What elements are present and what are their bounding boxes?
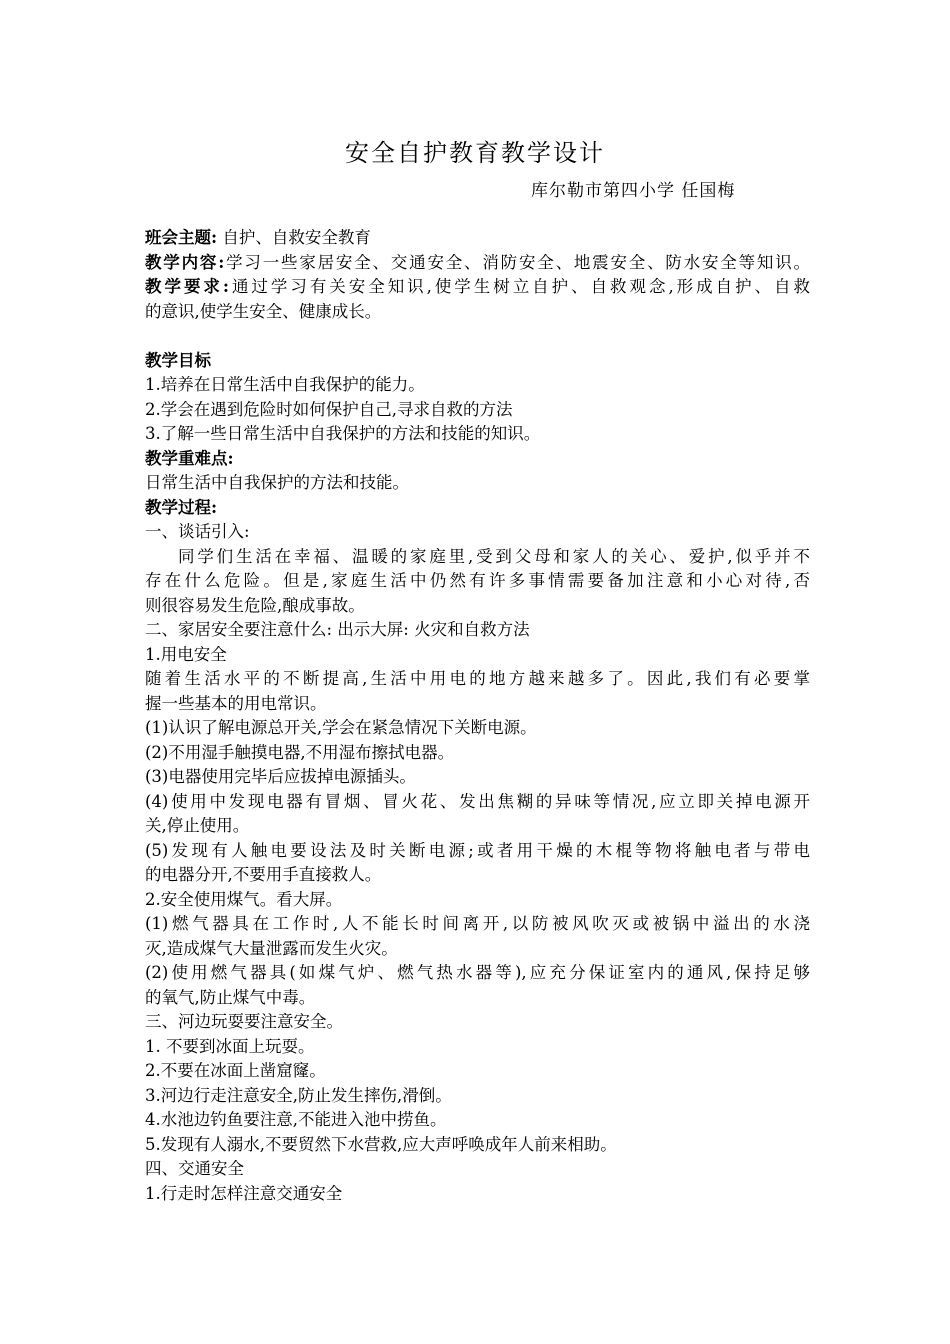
content-line (145, 251, 810, 276)
goals-heading: 教学目标 (145, 350, 211, 370)
section-1-paragraph-line-2: 存在什么危险。但是,家庭生活中仍然有许多事情需要备加注意和小心对待,否 (145, 571, 810, 590)
document-title: 安全自护教育教学设计 (345, 139, 605, 167)
requirement-label: 教学要求: (145, 277, 229, 296)
section-2-intro-line-1: 随着生活水平的不断提高,生活中用电的地方越来越多了。因此,我们有必要掌 (145, 669, 810, 688)
electric-rule-2: (2)不用湿手触摸电器,不用湿布擦拭电器。 (145, 742, 455, 762)
electric-rule-1: (1)认识了解电源总开关,学会在紧急情况下关断电源。 (145, 718, 537, 737)
river-rule-3: 3.河边行走注意安全,防止发生摔伤,滑倒。 (145, 1085, 452, 1105)
section-2-intro-line-2: 握一些基本的用电常识。 (145, 693, 327, 713)
goal-item-1: 1.培养在日常生活中自我保护的能力。 (145, 375, 425, 394)
difficulty-heading: 教学重难点: (145, 448, 234, 468)
gas-rule-1-line-1: (1)燃气器具在工作时,人不能长时间离开,以防被风吹灭或被锅中溢出的水浇 (145, 914, 810, 933)
section-4-heading: 四、交通安全 (145, 1159, 244, 1178)
electric-rule-4-line-2: 关,停止使用。 (145, 816, 250, 835)
section-2-item-1: 1.用电安全 (145, 644, 227, 664)
electric-rule-4-line-1: (4)使用中发现电器有冒烟、冒火花、发出焦糊的异味等情况,应立即关掉电源开 (145, 791, 810, 811)
difficulty-text: 日常生活中自我保护的方法和技能。 (145, 473, 409, 492)
spacer (145, 324, 810, 349)
content-label: 教学内容: (145, 252, 225, 272)
electric-rule-3: (3)电器使用完毕后应拔掉电源插头。 (145, 767, 416, 786)
author-line: 库尔勒市第四小学 任国梅 (531, 181, 736, 201)
electric-rule-5-line-2: 的电器分开,不要用手直接救人。 (145, 865, 382, 884)
goal-item-3: 3.了解一些日常生活中自我保护的方法和技能的知识。 (145, 424, 541, 443)
section-2-item-2: 2.安全使用煤气。看大屏。 (145, 889, 343, 909)
theme-label: 班会主题: (145, 228, 218, 247)
gas-rule-1-line-2: 灭,造成煤气大量泄露而发生火灾。 (145, 938, 398, 958)
content-text: 学习一些家居安全、交通安全、消防安全、地震安全、防水安全等知识。 (224, 252, 810, 272)
gas-rule-2-line-2: 的氧气,防止煤气中毒。 (145, 987, 316, 1007)
traffic-item-1: 1.行走时怎样注意交通安全 (145, 1183, 343, 1203)
process-heading: 教学过程: (145, 497, 218, 517)
requirement-text-1: 通过学习有关安全知识,使学生树立自护、自救观念,形成自护、自救 (228, 277, 810, 296)
theme-text: 自护、自救安全教育 (222, 228, 371, 247)
requirement-line-1 (145, 275, 810, 300)
section-1-heading: 一、谈话引入: (145, 522, 250, 541)
theme-line (145, 226, 810, 251)
river-rule-2: 2.不要在冰面上凿窟窿。 (145, 1061, 326, 1080)
gas-rule-2-line-1: (2)使用燃气器具(如煤气炉、燃气热水器等),应充分保证室内的通风,保持足够 (145, 963, 810, 982)
river-rule-1: 1. 不要到冰面上玩耍。 (145, 1036, 315, 1056)
section-2-heading: 二、家居安全要注意什么: 出示大屏: 火灾和自救方法 (145, 620, 530, 639)
requirement-line-2: 的意识,使学生安全、健康成长。 (145, 301, 382, 321)
document-body (145, 226, 810, 1206)
river-rule-5: 5.发现有人溺水,不要贸然下水营救,应大声呼唤成年人前来相助。 (145, 1134, 617, 1154)
section-1-paragraph-line-3: 则很容易发生危险,酿成事故。 (145, 595, 365, 615)
goal-item-2: 2.学会在遇到危险时如何保护自己,寻求自救的方法 (145, 399, 513, 419)
electric-rule-5-line-1: (5)发现有人触电要设法及时关断电源;或者用干燥的木棍等物将触电者与带电 (145, 840, 810, 860)
section-3-heading: 三、河边玩耍要注意安全。 (145, 1012, 343, 1031)
section-1-paragraph-line-1: 同学们生活在幸福、温暖的家庭里,受到父母和家人的关心、爱护,似乎并不 (178, 546, 810, 566)
river-rule-4: 4.水池边钓鱼要注意,不能进入池中捞鱼。 (145, 1110, 447, 1129)
